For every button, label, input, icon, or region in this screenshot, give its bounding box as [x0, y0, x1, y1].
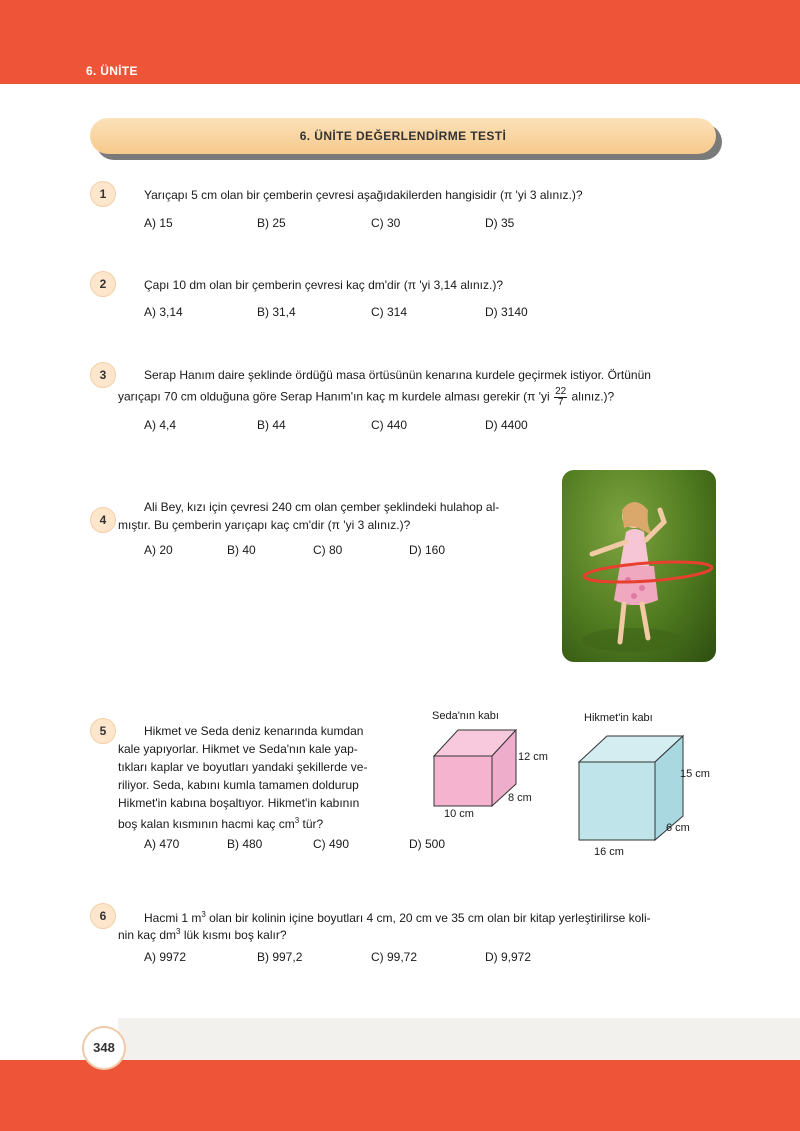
q4-option-d[interactable]: D) 160	[409, 543, 446, 557]
hikmet-box-label: Hikmet'in kabı	[584, 712, 653, 724]
question-3-line-2-post: alınız.)?	[571, 389, 615, 404]
question-3-line-1: Serap Hanım daire şeklinde ördüğü masa örtüsünün kenarına kurdele geçirmek istiyor. Örtünün	[144, 368, 651, 382]
question-3-line-2	[118, 387, 614, 408]
q1-option-c[interactable]: C) 30	[371, 216, 401, 230]
page-number: 348	[93, 1040, 115, 1055]
question-number-1: 1	[90, 181, 116, 207]
q3-option-c[interactable]: C) 440	[371, 418, 408, 432]
question-5-line-1: Hikmet ve Seda deniz kenarında kumdan	[144, 724, 364, 738]
question-5-last-pre: boş kalan kısmının hacmi kaç cm	[118, 817, 295, 831]
q3-option-d[interactable]: D) 4400	[485, 418, 528, 432]
q5-option-d[interactable]: D) 500	[409, 837, 446, 851]
question-5-line-2: kale yapıyorlar. Hikmet ve Seda'nın kale yap-	[118, 742, 358, 756]
q2-option-c[interactable]: C) 314	[371, 305, 408, 319]
fraction-22-7	[554, 387, 567, 408]
q3-option-a[interactable]: A) 4,4	[144, 418, 177, 432]
question-number-6: 6	[90, 903, 116, 929]
question-6-line-2	[118, 923, 287, 944]
q3-option-b[interactable]: B) 44	[257, 418, 286, 432]
q1-option-b[interactable]: B) 25	[257, 216, 286, 230]
seda-box-height: 12 cm	[518, 751, 548, 763]
q1-option-a[interactable]: A) 15	[144, 216, 173, 230]
fraction-denominator: 7	[557, 397, 564, 408]
seda-box-depth: 8 cm	[508, 792, 532, 804]
seda-box-cuboid	[430, 726, 520, 808]
q4-option-b[interactable]: B) 40	[227, 543, 256, 557]
q2-option-a[interactable]: A) 3,14	[144, 305, 183, 319]
hikmet-box-height: 15 cm	[680, 768, 710, 780]
q2-option-d[interactable]: D) 3140	[485, 305, 528, 319]
question-number-5: 5	[90, 718, 116, 744]
seda-box-width: 10 cm	[444, 808, 474, 820]
photo-illustration	[562, 470, 716, 662]
question-number-2: 2	[90, 271, 116, 297]
q2-option-b[interactable]: B) 31,4	[257, 305, 296, 319]
q6-option-c[interactable]: C) 99,72	[371, 950, 418, 964]
footer-sheet	[118, 1018, 800, 1060]
unit-label: 6. ÜNİTE	[86, 64, 138, 78]
question-3-line-2-pre: yarıçapı 70 cm olduğuna göre Serap Hanım'ın kaç m kurdele alması gerekir (π 'yi	[118, 389, 550, 404]
question-6-line-1-pre: Hacmi 1 m	[144, 911, 202, 925]
question-number-4: 4	[90, 507, 116, 533]
question-5-superscript: 3	[294, 816, 300, 825]
question-5-last-post: tür?	[299, 817, 324, 831]
question-1-text: Yarıçapı 5 cm olan bir çemberin çevresi aşağıdakilerden hangisidir (π 'yi 3 alınız.)?	[144, 188, 583, 202]
hula-hoop-girl-photo	[562, 470, 716, 662]
q1-option-d[interactable]: D) 35	[485, 216, 515, 230]
seda-box-label: Seda'nın kabı	[432, 710, 499, 722]
q6-option-b[interactable]: B) 997,2	[257, 950, 303, 964]
question-number-3: 3	[90, 362, 116, 388]
page-title: 6. ÜNİTE DEĞERLENDİRME TESTİ	[299, 129, 507, 143]
question-2-text: Çapı 10 dm olan bir çemberin çevresi kaç dm'dir (π 'yi 3,14 alınız.)?	[144, 278, 504, 292]
hikmet-box-depth: 6 cm	[666, 822, 690, 834]
question-5-line-3: tıkları kaplar ve boyutları yandaki şekillerde ve-	[118, 760, 368, 774]
q5-option-c[interactable]: C) 490	[313, 837, 350, 851]
question-5-line-6	[118, 812, 323, 833]
question-6-line-1-post: olan bir kolinin içine boyutları 4 cm, 20 cm ve 35 cm olan bir kitap yerleştirilirse koli-	[205, 911, 651, 925]
question-5-line-4: riliyor. Seda, kabını kumla tamamen doldurup	[118, 778, 359, 792]
q6-option-d[interactable]: D) 9,972	[485, 950, 532, 964]
q6-option-a[interactable]: A) 9972	[144, 950, 187, 964]
hikmet-box-width: 16 cm	[594, 846, 624, 858]
q5-option-b[interactable]: B) 480	[227, 837, 263, 851]
q4-option-c[interactable]: C) 80	[313, 543, 343, 557]
question-6-superscript-1: 3	[201, 910, 206, 919]
question-6-line-2-pre: nin kaç dm	[118, 928, 177, 942]
question-5-line-5: Hikmet'in kabına boşaltıyor. Hikmet'in kabının	[118, 796, 360, 810]
bottom-footer-band	[0, 1060, 800, 1131]
question-4-line-1: Ali Bey, kızı için çevresi 240 cm olan çember şeklindeki hulahop al-	[144, 500, 500, 514]
q4-option-a[interactable]: A) 20	[144, 543, 173, 557]
question-6-line-2-post: lük kısmı boş kalır?	[180, 928, 287, 942]
question-6-superscript-2: 3	[176, 927, 181, 936]
q5-option-a[interactable]: A) 470	[144, 837, 180, 851]
question-4-line-2: mıştır. Bu çemberin yarıçapı kaç cm'dir (π 'yi 3 alınız.)?	[118, 518, 411, 532]
fraction-numerator: 22	[555, 386, 567, 397]
